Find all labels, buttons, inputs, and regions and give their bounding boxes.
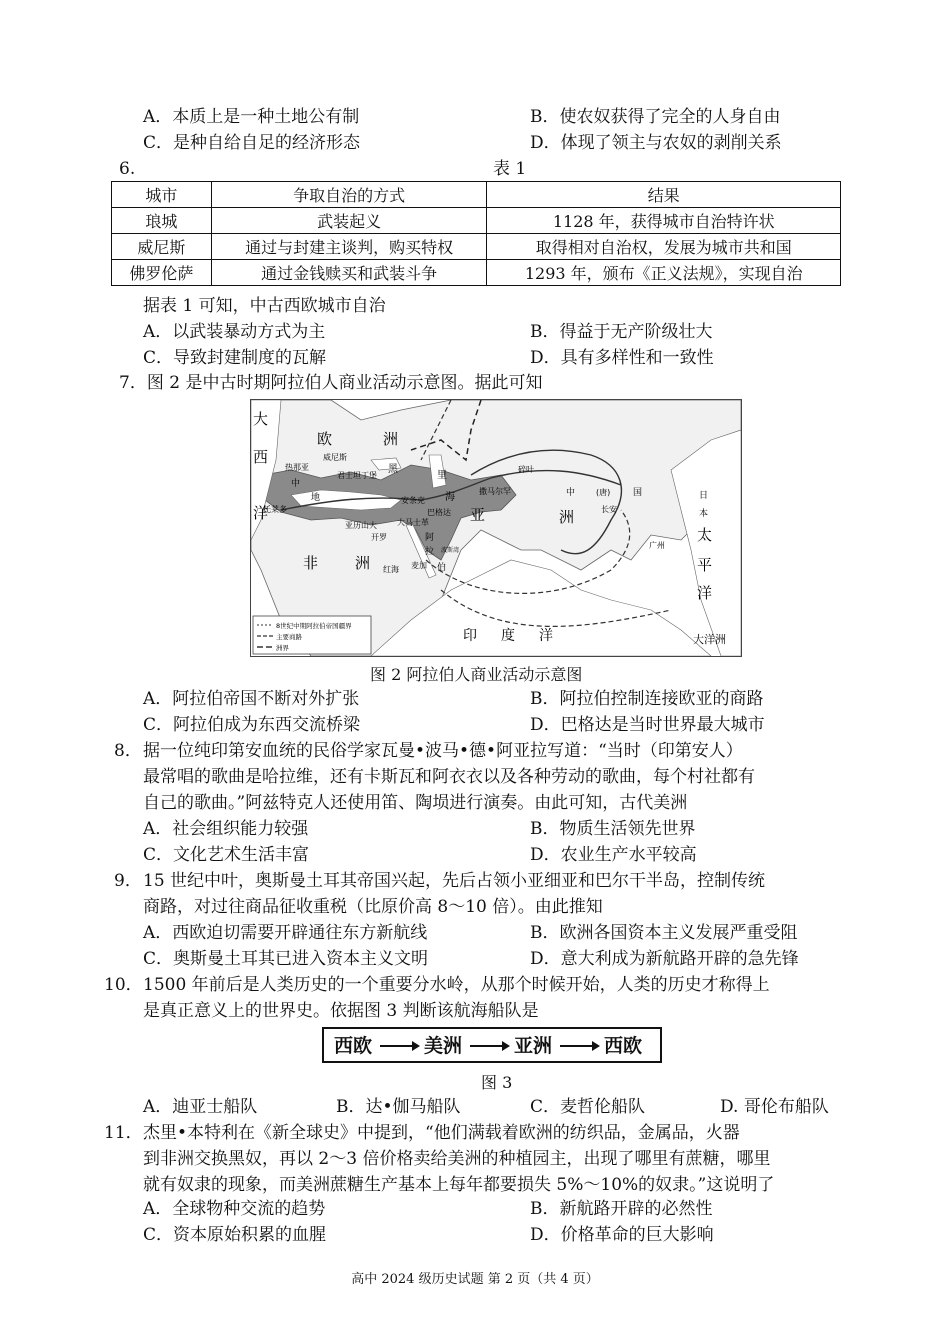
table-cell: 1128 年，获得城市自治特许状 (487, 208, 841, 234)
label-da: 大 (253, 410, 269, 428)
label-zhou1: 洲 (383, 430, 399, 448)
q7-option-a: A．阿拉伯帝国不断对外扩张 (143, 689, 360, 709)
label-damascus: 大马士革 (397, 518, 429, 527)
figure-2-caption: 图 2 阿拉伯人商业活动示意图 (370, 665, 583, 684)
table-header-row (112, 182, 841, 208)
label-genoa: 热那亚 (285, 463, 309, 472)
q11-option-a: A．全球物种交流的趋势 (143, 1199, 326, 1219)
label-yin: 印 (463, 628, 477, 644)
q8-option-c: C．文化艺术生活丰富 (143, 845, 310, 865)
label-caspian-hai: 海 (445, 492, 455, 503)
q11-option-b: B．新航路开辟的必然性 (530, 1199, 713, 1219)
q11-stem-line-2: 到非洲交换黑奴，再以 2～3 倍价格卖给美洲的种植园主，出现了哪里有蔗糖，哪里 (143, 1149, 771, 1169)
q7-option-d: D．巴格达是当时世界最大城市 (530, 715, 765, 735)
q8-stem-line-2: 最常唱的歌曲是哈拉维，还有卡斯瓦和阿衣衣以及各种劳动的歌曲，每个村社都有 (143, 767, 755, 787)
label-zhou2: 洲 (355, 554, 371, 572)
legend-trade-route: 主要商路 (276, 633, 302, 641)
q10-stem-line-2: 是真正意义上的世界史。依据图 3 判断该航海船队是 (143, 1001, 539, 1021)
q8-option-d: D．农业生产水平较高 (530, 845, 697, 865)
table-1-title: 表 1 (493, 159, 527, 179)
label-bo: 伯 (437, 563, 447, 573)
q11-stem-line-1: 杰里•本特利在《新全球史》中提到，“他们满载着欧洲的纺织品，金属品，火器 (143, 1123, 740, 1143)
arrow-right-icon (560, 1038, 600, 1054)
label-xi: 西 (253, 448, 269, 466)
q9-stem-line-2: 商路，对过往商品征收重税（比原价高 8～10 倍）。由此推知 (143, 897, 603, 917)
q6-option-c: C．导致封建制度的瓦解 (143, 348, 327, 368)
q8-stem-line-1: 据一位纯印第安血统的民俗学家瓦曼•波马•德•阿亚拉写道：“当时（印第安人） (143, 741, 743, 761)
table-header-cell: 结果 (487, 182, 841, 208)
label-constantinople: 君士坦丁堡 (337, 471, 377, 480)
arrow-right-icon (380, 1038, 420, 1054)
q6-option-d: D．具有多样性和一致性 (530, 348, 714, 368)
label-ping: 平 (697, 556, 713, 574)
table-row (112, 208, 841, 234)
q10-stem-line-1: 1500 年前后是人类历史的一个重要分水岭，从那个时候开始，人类的历史才称得上 (143, 975, 770, 995)
label-mediterranean-di: 地 (311, 493, 321, 503)
q8-option-b: B．物质生活领先世界 (530, 819, 696, 839)
label-persian-gulf: 波斯湾 (441, 547, 460, 554)
arrow-right-icon (470, 1038, 510, 1054)
arab-trade-map (250, 399, 742, 657)
q6-option-b: B．得益于无产阶级壮大 (530, 322, 713, 342)
q11-option-c: C．资本原始积累的血腥 (143, 1225, 327, 1245)
legend-empire-border: 8世纪中期阿拉伯帝国疆界 (276, 622, 352, 630)
label-red-sea: 红海 (383, 565, 399, 574)
q5-option-b: B．使农奴获得了完全的人身自由 (530, 107, 781, 127)
label-antioch: 安条克 (401, 496, 425, 505)
label-mediterranean-zhong: 中 (291, 479, 301, 489)
q6-option-a: A．以武装暴动方式为主 (143, 322, 326, 342)
q9-option-a: A．西欧迫切需要开辟通往东方新航线 (143, 923, 428, 943)
q9-option-b: B．欧洲各国资本主义发展严重受阻 (530, 923, 798, 943)
label-ri: 日 (699, 491, 709, 501)
q10-option-a: A．迪亚士船队 (143, 1097, 258, 1117)
q10-number: 10． (104, 975, 143, 995)
label-oceania: 大洋洲 (693, 633, 726, 646)
flow-step-1: 西欧 (334, 1035, 373, 1057)
table-header-cell: 争取自治的方式 (211, 182, 487, 208)
label-ya: 亚 (470, 506, 486, 524)
flow-step-4: 西欧 (604, 1035, 643, 1057)
table-cell: 1293 年，颁布《正义法规》，实现自治 (487, 260, 841, 286)
q10-option-c: C．麦哲伦船队 (530, 1097, 646, 1117)
table-cell: 通过与封建主谈判，购买特权 (211, 234, 487, 260)
table-cell: 威尼斯 (112, 234, 212, 260)
q7-option-c: C．阿拉伯成为东西交流桥梁 (143, 715, 361, 735)
q5-option-a: A．本质上是一种土地公有制 (143, 107, 360, 127)
label-ou: 欧 (317, 430, 333, 448)
label-guo: 国 (633, 488, 643, 498)
label-toledo: 托莱多 (263, 505, 287, 514)
label-yang2: 洋 (697, 584, 713, 602)
table-cell: 取得相对自治权，发展为城市共和国 (487, 234, 841, 260)
q8-option-a: A．社会组织能力较强 (143, 819, 309, 839)
label-caspian-li: 里 (437, 470, 447, 481)
label-zhou3: 洲 (559, 508, 575, 526)
label-cairo: 开罗 (371, 533, 387, 542)
table-header-cell: 城市 (112, 182, 212, 208)
page-footer: 高中 2024 级历史试题 第 2 页（共 4 页） (351, 1272, 599, 1287)
label-samarkand: 撒马尔罕 (479, 487, 511, 496)
q9-option-c: C．奥斯曼土耳其已进入资本主义文明 (143, 949, 429, 969)
q5-option-c: C．是种自给自足的经济形态 (143, 133, 361, 153)
label-ben: 本 (699, 509, 709, 519)
table-cell: 琅城 (112, 208, 212, 234)
label-la: 拉 (425, 547, 435, 557)
label-yang3: 洋 (539, 628, 553, 644)
q9-option-d: D．意大利成为新航路开辟的急先锋 (530, 949, 799, 969)
q11-option-d: D．价格革命的巨大影响 (530, 1225, 714, 1245)
q10-option-b: B．达•伽马船队 (336, 1097, 461, 1117)
table-cell: 佛罗伦萨 (112, 260, 212, 286)
q6-number: 6. (119, 159, 136, 179)
table-row (112, 234, 841, 260)
label-tai: 太 (697, 526, 713, 544)
label-baghdad: 巴格达 (427, 508, 451, 517)
table-cell: 武装起义 (211, 208, 487, 234)
q8-stem-line-3: 自己的歌曲。”阿兹特克人还使用笛、陶埙进行演奏。由此可知，古代美洲 (143, 793, 688, 813)
q10-option-d: D. 哥伦布船队 (720, 1097, 829, 1117)
q5-option-d: D．体现了领主与农奴的剥削关系 (530, 133, 782, 153)
table-1 (111, 181, 841, 286)
table-cell: 通过金钱赎买和武装斗争 (211, 260, 487, 286)
label-black-sea: 黑 (388, 464, 398, 475)
label-du: 度 (501, 628, 515, 644)
label-fei: 非 (303, 554, 319, 572)
q11-number: 11． (104, 1123, 143, 1143)
legend-continent-boundary: 洲界 (276, 644, 289, 652)
q6-stem: 据表 1 可知，中古西欧城市自治 (143, 296, 386, 316)
label-alexandria: 亚历山大 (345, 521, 377, 530)
label-zhong: 中 (566, 488, 576, 498)
figure-3-caption: 图 3 (481, 1073, 513, 1092)
q9-number: 9． (114, 871, 142, 891)
q9-stem-line-1: 15 世纪中叶，奥斯曼土耳其帝国兴起，先后占领小亚细亚和巴尔干半岛，控制传统 (143, 871, 766, 891)
label-yang: 洋 (253, 504, 269, 522)
label-changan: 长安 (601, 505, 617, 514)
q8-number: 8． (114, 741, 142, 761)
label-venice: 威尼斯 (323, 453, 347, 462)
flow-step-2: 美洲 (424, 1035, 463, 1057)
flow-step-3: 亚洲 (514, 1035, 553, 1057)
figure-3-flow (322, 1027, 662, 1063)
table-row (112, 260, 841, 286)
label-tang: (唐) (596, 488, 611, 497)
q11-stem-line-3: 就有奴隶的现象，而美洲蔗糖生产基本上每年都要损失 5%～10%的奴隶。”这说明了 (143, 1175, 775, 1195)
label-guangzhou: 广州 (649, 541, 665, 550)
label-mecca: 麦加 (411, 561, 427, 570)
q7-stem: 7．图 2 是中古时期阿拉伯人商业活动示意图。据此可知 (119, 373, 543, 393)
q7-option-b: B．阿拉伯控制连接欧亚的商路 (530, 689, 764, 709)
label-suyab: 碎叶 (518, 465, 534, 474)
label-a: 阿 (425, 533, 435, 543)
